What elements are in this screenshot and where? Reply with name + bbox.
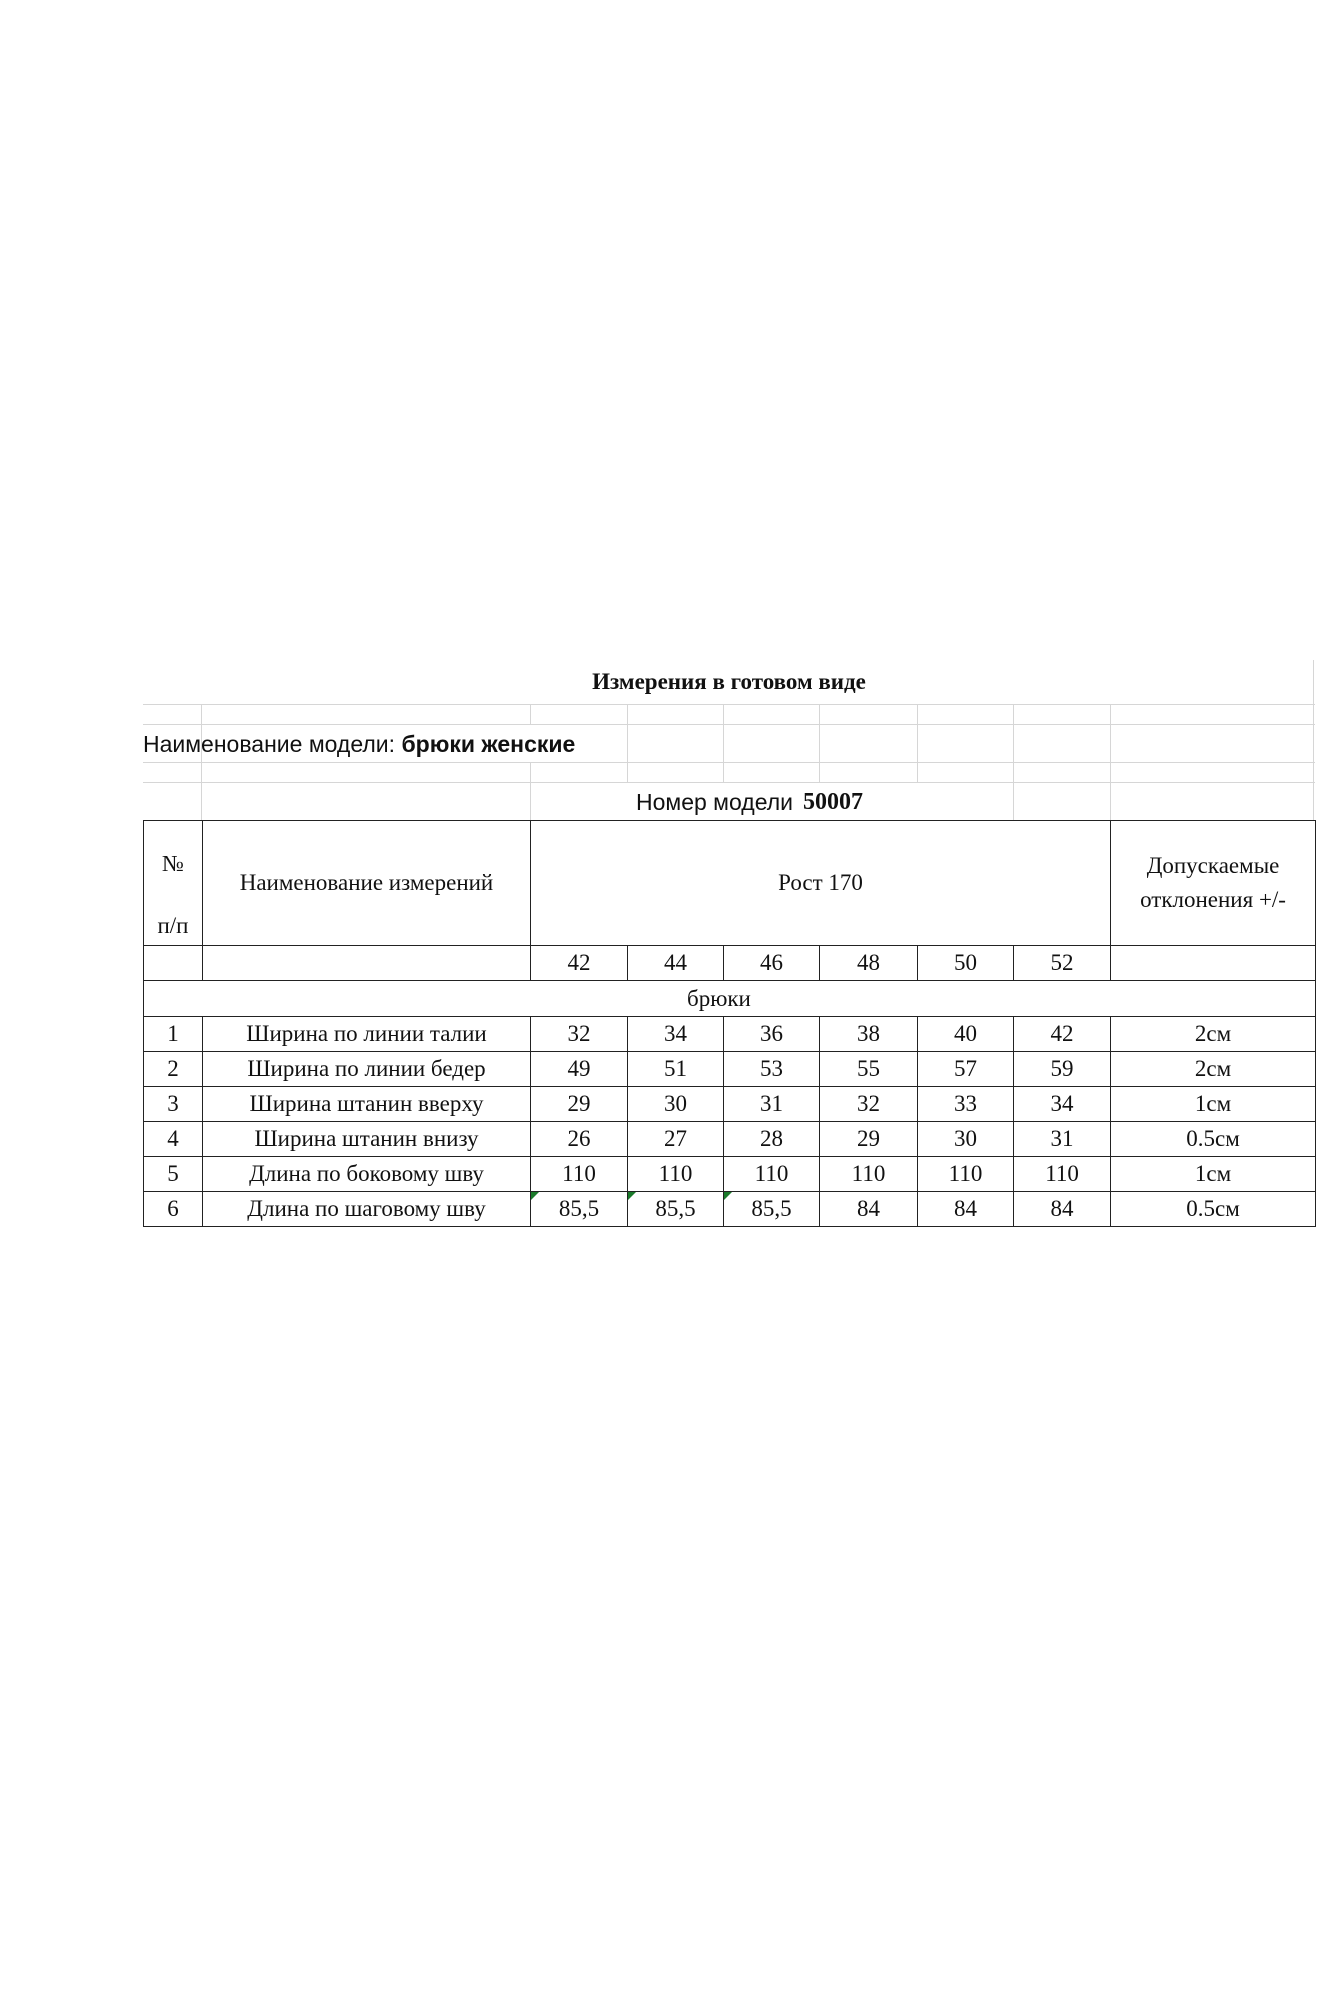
model-number-label: Номер модели <box>635 789 793 815</box>
size-cell: 44 <box>628 946 724 981</box>
row-value: 57 <box>918 1052 1014 1087</box>
row-tolerance: 1см <box>1111 1157 1316 1192</box>
row-measure-name: Ширина по линии талии <box>203 1017 531 1052</box>
row-value: 36 <box>724 1017 820 1052</box>
row-value: 55 <box>820 1052 918 1087</box>
row-value: 26 <box>531 1122 628 1157</box>
table-header-row <box>144 821 1316 946</box>
row-value: 31 <box>724 1087 820 1122</box>
header-tolerance <box>1111 821 1316 946</box>
gridline <box>1110 704 1111 820</box>
sizes-empty-cell <box>1111 946 1316 981</box>
row-measure-name: Ширина штанин вверху <box>203 1087 531 1122</box>
row-value: 34 <box>628 1017 724 1052</box>
header-number <box>144 821 203 946</box>
row-tolerance: 0.5см <box>1111 1192 1316 1227</box>
table-row <box>144 1017 1316 1052</box>
sizes-empty-cell <box>203 946 531 981</box>
group-label <box>144 981 1316 1017</box>
row-value: 32 <box>820 1087 918 1122</box>
gridline <box>143 724 1315 725</box>
measurements-table <box>143 820 1316 1227</box>
row-value: 30 <box>918 1122 1014 1157</box>
row-value: 53 <box>724 1052 820 1087</box>
row-value: 40 <box>918 1017 1014 1052</box>
size-cell: 48 <box>820 946 918 981</box>
sheet-title: Измерения в готовом виде <box>592 669 866 694</box>
row-tolerance: 1см <box>1111 1087 1316 1122</box>
row-value: 110 <box>724 1157 820 1192</box>
group-label-text: брюки <box>687 985 751 1011</box>
table-row <box>144 1087 1316 1122</box>
row-tolerance: 2см <box>1111 1052 1316 1087</box>
size-cell: 42 <box>531 946 628 981</box>
table-row <box>144 1192 1316 1227</box>
table-row <box>144 1052 1316 1087</box>
table-row <box>144 1157 1316 1192</box>
row-value: 85,5 <box>628 1192 724 1227</box>
row-value: 59 <box>1014 1052 1111 1087</box>
row-value: 34 <box>1014 1087 1111 1122</box>
gridline <box>819 704 820 782</box>
sizes-empty-cell <box>144 946 203 981</box>
size-cell: 52 <box>1014 946 1111 981</box>
row-number: 1 <box>144 1017 203 1052</box>
group-row <box>144 981 1316 1017</box>
row-number: 3 <box>144 1087 203 1122</box>
row-number: 4 <box>144 1122 203 1157</box>
row-value: 51 <box>628 1052 724 1087</box>
row-value: 33 <box>918 1087 1014 1122</box>
row-tolerance: 0.5см <box>1111 1122 1316 1157</box>
row-value: 28 <box>724 1122 820 1157</box>
row-number: 2 <box>144 1052 203 1087</box>
size-cell: 46 <box>724 946 820 981</box>
row-value: 110 <box>820 1157 918 1192</box>
row-value: 110 <box>531 1157 628 1192</box>
row-value: 29 <box>820 1122 918 1157</box>
row-value: 49 <box>531 1052 628 1087</box>
gridline <box>1013 704 1014 820</box>
row-value: 110 <box>628 1157 724 1192</box>
row-value: 42 <box>1014 1017 1111 1052</box>
model-name-value: брюки женские <box>401 731 576 757</box>
gridline <box>917 704 918 782</box>
header-height: Рост 170 <box>531 821 1111 946</box>
gridline <box>530 762 531 820</box>
model-number-value: 50007 <box>803 789 863 815</box>
row-measure-name: Ширина по линии бедер <box>203 1052 531 1087</box>
row-measure-name: Длина по боковому шву <box>203 1157 531 1192</box>
row-value: 31 <box>1014 1122 1111 1157</box>
gridline <box>143 704 1315 705</box>
header-number-abbr: п/п <box>157 913 189 938</box>
gridline <box>201 704 202 820</box>
row-value: 32 <box>531 1017 628 1052</box>
row-value: 85,5 <box>531 1192 628 1227</box>
sizes-row <box>144 946 1316 981</box>
row-value: 30 <box>628 1087 724 1122</box>
row-value: 27 <box>628 1122 724 1157</box>
header-tolerance-line2: отклонения +/- <box>1140 887 1286 912</box>
gridline <box>627 704 628 782</box>
row-number: 6 <box>144 1192 203 1227</box>
model-name-line <box>143 726 575 762</box>
row-value: 84 <box>820 1192 918 1227</box>
header-measure-name: Наименование измерений <box>203 821 531 946</box>
row-value: 29 <box>531 1087 628 1122</box>
row-number: 5 <box>144 1157 203 1192</box>
gridline <box>143 762 1315 763</box>
row-value: 85,5 <box>724 1192 820 1227</box>
gridline <box>723 704 724 782</box>
size-cell: 50 <box>918 946 1014 981</box>
header-number-symbol: № <box>162 851 184 876</box>
header-tolerance-line1: Допускаемые <box>1146 853 1280 878</box>
row-measure-name: Длина по шаговому шву <box>203 1192 531 1227</box>
row-value: 84 <box>918 1192 1014 1227</box>
row-value: 38 <box>820 1017 918 1052</box>
row-measure-name: Ширина штанин внизу <box>203 1122 531 1157</box>
gridline <box>143 782 1315 783</box>
model-name-label: Наименование модели: <box>143 731 396 757</box>
table-row <box>144 1122 1316 1157</box>
row-value: 84 <box>1014 1192 1111 1227</box>
row-tolerance: 2см <box>1111 1017 1316 1052</box>
gridline <box>1313 660 1314 820</box>
row-value: 110 <box>1014 1157 1111 1192</box>
gridline <box>530 704 531 724</box>
row-value: 110 <box>918 1157 1014 1192</box>
